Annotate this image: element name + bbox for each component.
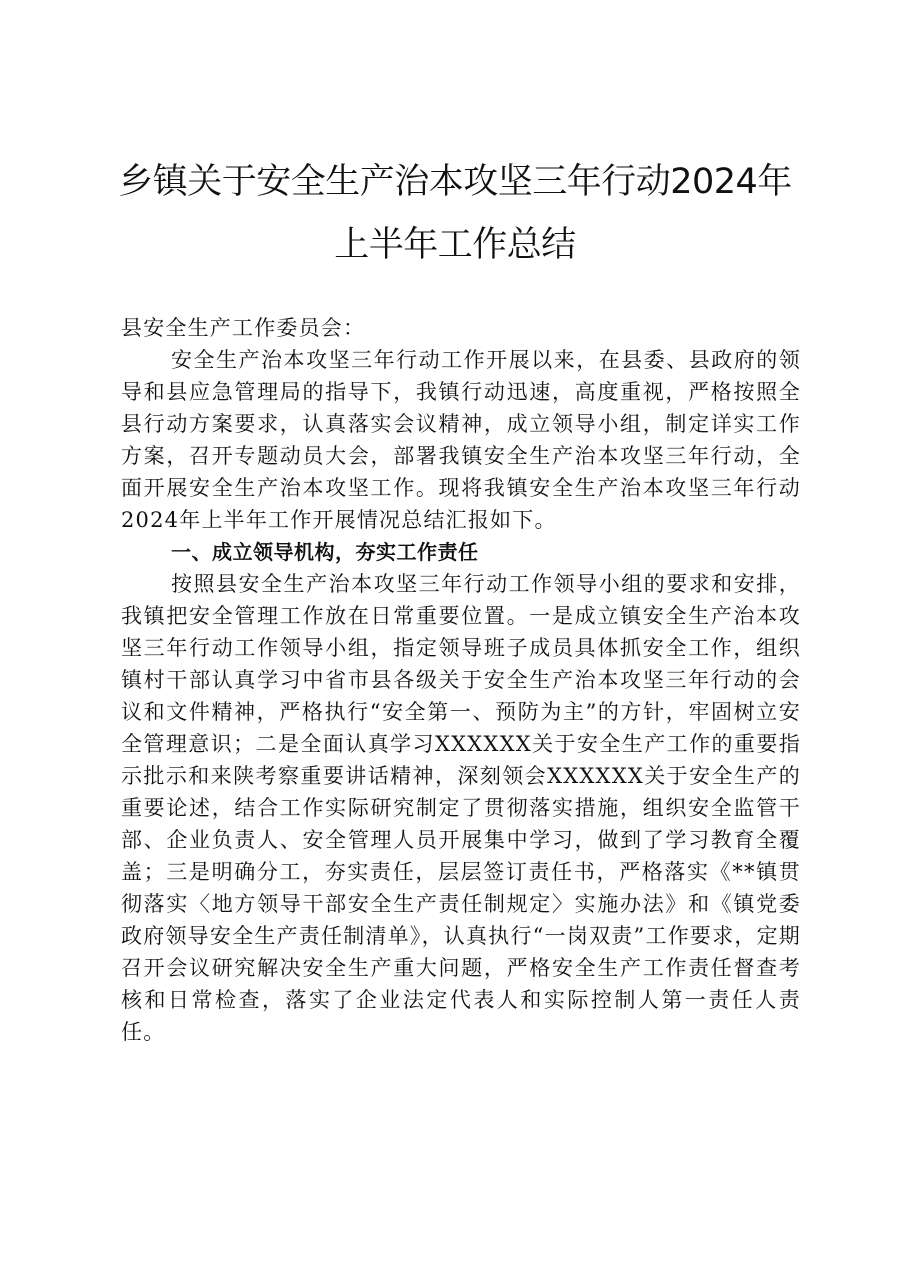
section-1-heading: 一、成立领导机构，夯实工作责任 [171, 540, 479, 564]
section-1-paragraph: 按照县安全生产治本攻坚三年行动工作领导小组的要求和安排，我镇把安全管理工作放在日常重要位置。一是成立镇安全生产治本攻坚三年行动工作领导小组，指定领导班子成员具体抓安全工作，组织镇村干部认真学习中省市县各级关于安全生产治本攻坚三年行动的会议和文件精神，严格执行“安全第一、预防为主”的方针，牢固树立安全管理意识；二是全面认真学习XXXXXX关于安全生产工作的重要指示批示和来陕考察重要讲话精神，深刻领会XXXXXX关于安全生产的重要论述，结合工作实际研究制定了贯彻落实措施，组织安全监管干部、企业负责人、安全管理人员开展集中学习，做到了学习教育全覆盖；三是明确分工，夯实责任，层层签订责任书，严格落实《**镇贯彻落实〈地方领导干部安全生产责任制规定〉实施办法》和《镇党委政府领导安全生产责任制清单》，认真执行“一岗双责”工作要求，定期召开会议研究解决安全生产重大问题，严格安全生产工作责任督查考核和日常检查，落实了企业法定代表人和实际控制人第一责任人责任。 [121, 572, 801, 1044]
document-body [121, 312, 801, 1048]
intro-paragraph: 安全生产治本攻坚三年行动工作开展以来，在县委、县政府的领导和县应急管理局的指导下，我镇行动迅速，高度重视，严格按照全县行动方案要求，认真落实会议精神，成立领导小组，制定详实工作方案，召开专题动员大会，部署我镇安全生产治本攻坚三年行动，全面开展安全生产治本攻坚工作。现将我镇安全生产治本攻坚三年行动2024年上半年工作开展情况总结汇报如下。 [121, 348, 801, 532]
document-title-line-2: 上半年工作总结 [334, 225, 576, 265]
document-title-line-1: 乡镇关于安全生产治本攻坚三年行动2024年 [118, 162, 792, 202]
salutation: 县安全生产工作委员会： [121, 316, 366, 340]
